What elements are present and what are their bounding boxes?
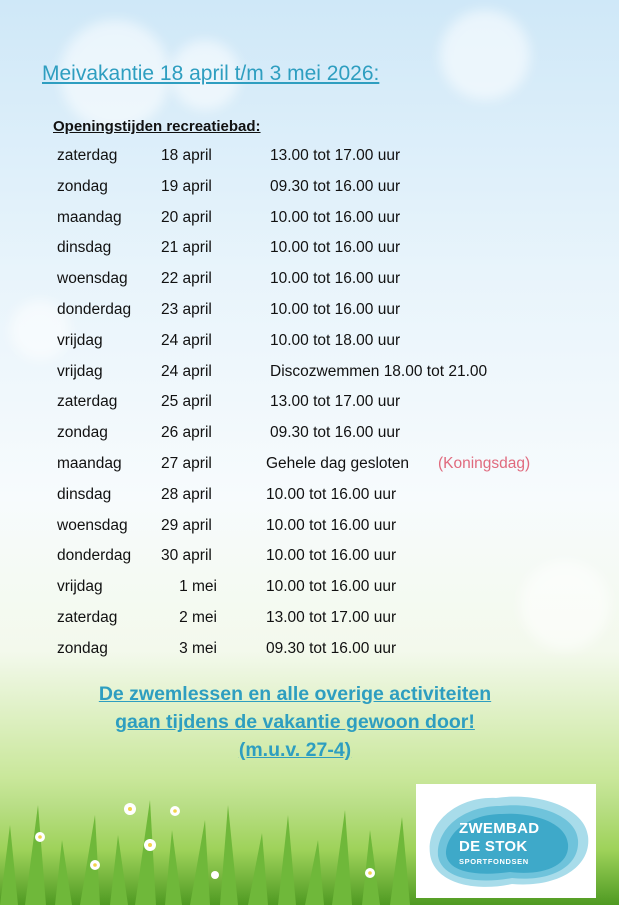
schedule-time: 10.00 tot 16.00 uur bbox=[270, 300, 401, 318]
schedule-date: 1 mei bbox=[179, 578, 217, 596]
schedule-date: 26 april bbox=[161, 424, 212, 442]
schedule-row bbox=[57, 572, 577, 603]
footer-line-2: gaan tijdens de vakantie gewoon door! bbox=[115, 711, 475, 733]
schedule-date: 20 april bbox=[161, 208, 212, 226]
schedule-time: 10.00 tot 16.00 uur bbox=[266, 578, 397, 596]
footer-line-3: (m.u.v. 27-4) bbox=[238, 739, 352, 761]
schedule-day: zondag bbox=[57, 639, 108, 657]
schedule-row bbox=[57, 603, 577, 634]
schedule-time: 10.00 tot 16.00 uur bbox=[270, 239, 401, 257]
schedule-day: woensdag bbox=[57, 270, 128, 288]
page-title: Meivakantie 18 april t/m 3 mei 2026: bbox=[42, 62, 380, 85]
schedule-date: 2 mei bbox=[179, 608, 217, 626]
logo-text-line-3: SPORTFONDSEN bbox=[459, 857, 529, 866]
schedule-time: 10.00 tot 18.00 uur bbox=[270, 331, 401, 349]
schedule-row bbox=[57, 357, 577, 388]
schedule-date: 25 april bbox=[161, 393, 212, 411]
schedule-row bbox=[57, 326, 577, 357]
schedule-time: 10.00 tot 16.00 uur bbox=[266, 547, 397, 565]
background-bokeh bbox=[440, 10, 530, 100]
schedule-row bbox=[57, 387, 577, 418]
schedule-date: 28 april bbox=[161, 485, 212, 503]
schedule-day: vrijdag bbox=[57, 362, 103, 380]
schedule-day: dinsdag bbox=[57, 239, 112, 257]
schedule-date: 22 april bbox=[161, 270, 212, 288]
schedule-day: donderdag bbox=[57, 547, 132, 565]
schedule-time: Discozwemmen 18.00 tot 21.00 bbox=[270, 362, 488, 380]
schedule-row bbox=[57, 541, 577, 572]
schedule-day: woensdag bbox=[57, 516, 128, 534]
schedule-row bbox=[57, 449, 577, 480]
schedule-day: zondag bbox=[57, 424, 108, 442]
schedule-time: 10.00 tot 16.00 uur bbox=[270, 270, 401, 288]
schedule-row bbox=[57, 418, 577, 449]
schedule-day: maandag bbox=[57, 208, 122, 226]
schedule-day: vrijdag bbox=[57, 578, 103, 596]
schedule-row bbox=[57, 203, 577, 234]
schedule-row bbox=[57, 634, 577, 665]
schedule-day: maandag bbox=[57, 454, 122, 472]
schedule-row bbox=[57, 511, 577, 542]
schedule-time: 10.00 tot 16.00 uur bbox=[266, 516, 397, 534]
footer-notice bbox=[40, 680, 550, 764]
schedule-date: 29 april bbox=[161, 516, 212, 534]
schedule-time: 13.00 tot 17.00 uur bbox=[270, 147, 401, 164]
schedule-time: 13.00 tot 17.00 uur bbox=[270, 393, 401, 411]
schedule-time: 09.30 tot 16.00 uur bbox=[270, 424, 401, 442]
logo-text-line-2: DE STOK bbox=[459, 838, 528, 855]
schedule-day: zaterdag bbox=[57, 147, 118, 164]
schedule-time: 09.30 tot 16.00 uur bbox=[270, 177, 401, 195]
schedule-time: Gehele dag gesloten bbox=[266, 454, 410, 472]
schedule-time: 13.00 tot 17.00 uur bbox=[266, 608, 397, 626]
schedule-day: vrijdag bbox=[57, 331, 103, 349]
schedule-date: 27 april bbox=[161, 454, 212, 472]
schedule-date: 3 mei bbox=[179, 639, 217, 657]
schedule-date: 18 april bbox=[161, 147, 212, 164]
schedule-date: 30 april bbox=[161, 547, 212, 565]
opening-hours-table bbox=[57, 141, 577, 665]
schedule-date: 24 april bbox=[161, 331, 212, 349]
schedule-time: 09.30 tot 16.00 uur bbox=[266, 639, 397, 657]
zwembad-de-stok-logo bbox=[416, 784, 596, 898]
logo-text-line-1: ZWEMBAD bbox=[459, 820, 540, 837]
schedule-day: dinsdag bbox=[57, 485, 112, 503]
schedule-date: 21 april bbox=[161, 239, 212, 257]
schedule-day: zaterdag bbox=[57, 393, 118, 411]
schedule-row bbox=[57, 141, 577, 172]
schedule-day: zondag bbox=[57, 177, 108, 195]
footer-line-1: De zwemlessen en alle overige activiteiten bbox=[98, 683, 492, 705]
schedule-row bbox=[57, 172, 577, 203]
schedule-row bbox=[57, 480, 577, 511]
schedule-row bbox=[57, 233, 577, 264]
schedule-date: 19 april bbox=[161, 177, 212, 195]
schedule-row bbox=[57, 264, 577, 295]
schedule-note: (Koningsdag) bbox=[438, 454, 531, 472]
schedule-date: 24 april bbox=[161, 362, 212, 380]
schedule-time: 10.00 tot 16.00 uur bbox=[270, 208, 401, 226]
schedule-time: 10.00 tot 16.00 uur bbox=[266, 485, 397, 503]
schedule-date: 23 april bbox=[161, 300, 212, 318]
schedule-row bbox=[57, 295, 577, 326]
schedule-day: donderdag bbox=[57, 300, 132, 318]
schedule-day: zaterdag bbox=[57, 608, 118, 626]
schedule-heading: Openingstijden recreatiebad: bbox=[53, 118, 261, 135]
